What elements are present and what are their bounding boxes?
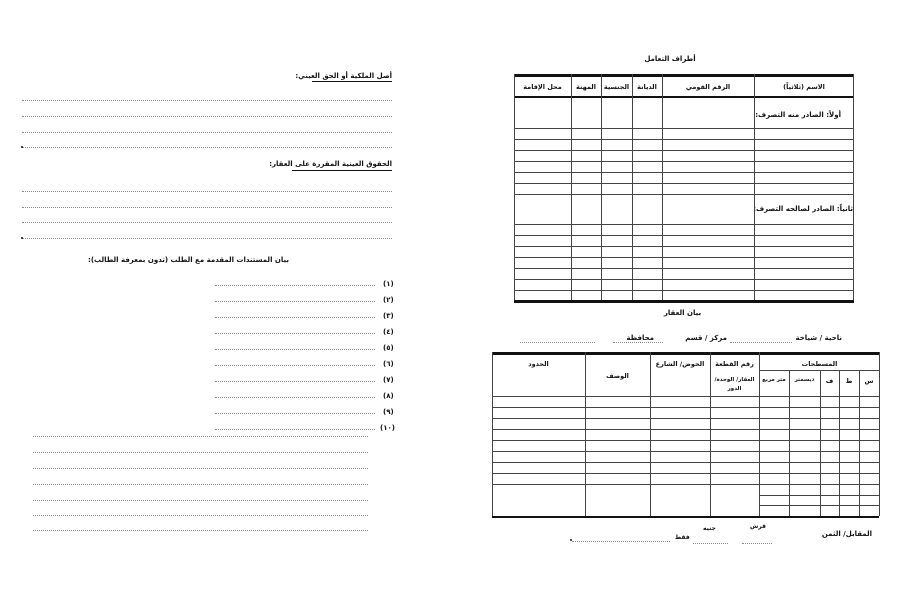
col-line (650, 352, 651, 516)
doc-number: (٩) (383, 408, 394, 416)
row-line (514, 183, 854, 184)
ownership-underline (312, 81, 392, 82)
extra-line[interactable] (33, 500, 368, 501)
piaster-label: قرش (750, 523, 766, 530)
header-areas: المسطحات (801, 360, 838, 368)
row-line (492, 451, 879, 452)
row-line (759, 495, 879, 496)
row-line (492, 418, 879, 419)
table-bottom-border (514, 300, 854, 303)
row-line (759, 505, 879, 506)
extra-line[interactable] (33, 530, 368, 531)
line-end-mark (570, 539, 572, 541)
governorate-label: محافظة (626, 334, 654, 342)
parties-title: أطراف التعامل (644, 55, 696, 63)
col-line (710, 352, 711, 516)
piaster-field[interactable] (742, 543, 772, 544)
row-line (514, 257, 854, 258)
doc-number: (٤) (383, 328, 394, 336)
rights-line-2[interactable] (22, 207, 392, 208)
doc-line-5[interactable] (215, 349, 375, 350)
doc-number: (١) (383, 280, 394, 288)
row-line (514, 139, 854, 140)
pound-label: جنيه (703, 525, 716, 532)
header-basin-street: الحوض/ الشارع (655, 360, 705, 368)
extra-line[interactable] (33, 468, 368, 469)
row-line (492, 407, 879, 408)
doc-number: (١٠) (380, 424, 395, 432)
row-line (514, 246, 854, 247)
pound-field[interactable] (693, 543, 728, 544)
price-label: المقابل/ الثمن (821, 530, 872, 538)
header-f: ف (825, 377, 834, 385)
rights-line-3[interactable] (22, 222, 392, 223)
extra-line[interactable] (33, 515, 368, 516)
row-line (492, 462, 879, 463)
header-national-id: الرقم القومي (685, 83, 731, 91)
row-line (492, 429, 879, 430)
col-line (492, 352, 493, 516)
doc-line-1[interactable] (215, 285, 375, 286)
line-end-mark (21, 146, 23, 148)
doc-number: (٣) (383, 312, 394, 320)
row-line (514, 161, 854, 162)
extra-line[interactable] (33, 452, 368, 453)
header-residence: محل الإقامة (523, 83, 562, 91)
header-name: الاسم (ثلاثياً) (783, 83, 825, 91)
ownership-line-1[interactable] (22, 100, 392, 101)
header-boundaries: الحدود (528, 360, 549, 368)
ownership-line-3[interactable] (22, 132, 392, 133)
rights-underline (292, 170, 392, 171)
doc-line-7[interactable] (215, 381, 375, 382)
only-field[interactable] (572, 541, 670, 542)
header-sqm: متر مربع (762, 377, 786, 383)
only-label: فقط (675, 534, 690, 541)
rights-title: الحقوق العينية المقررة على العقار: (269, 160, 392, 168)
ownership-line-2[interactable] (22, 116, 392, 117)
first-party-label: أولاً: الصادر منه التصرف: (755, 111, 841, 119)
property-table-top (492, 352, 879, 355)
doc-number: (٦) (383, 360, 394, 368)
header-nationality: الجنسية (603, 83, 630, 91)
second-party-label: ثانياً: الصادر لصالحه التصرف: (753, 205, 853, 213)
row-line (514, 224, 854, 225)
doc-line-3[interactable] (215, 317, 375, 318)
row-line (492, 473, 879, 474)
table-top-border (514, 74, 854, 77)
header-plot-number: رقم القطعة (715, 360, 754, 368)
doc-number: (٥) (383, 344, 394, 352)
rights-line-1[interactable] (22, 191, 392, 192)
doc-line-10[interactable] (215, 429, 375, 430)
header-description: الوصف (606, 372, 629, 380)
row-line (514, 172, 854, 173)
doc-line-2[interactable] (215, 301, 375, 302)
row-line (514, 150, 854, 151)
col-line (879, 352, 880, 516)
rights-line-4[interactable] (22, 238, 392, 239)
doc-line-6[interactable] (215, 365, 375, 366)
header-bottom-border (514, 96, 854, 98)
doc-number: (٨) (383, 392, 394, 400)
header-decimeter: ديسمتر (794, 377, 815, 383)
header-profession: المهنة (576, 83, 596, 91)
header-t: ط (845, 377, 853, 385)
property-table-bottom (492, 516, 879, 518)
header-property-unit-floor: العقار/ الوحدة/ الدور (714, 377, 755, 392)
doc-line-8[interactable] (215, 397, 375, 398)
header-s: س (864, 377, 874, 385)
doc-number: (٢) (383, 296, 394, 304)
extra-line[interactable] (33, 484, 368, 485)
col-line (585, 352, 586, 516)
row-line (492, 396, 879, 397)
doc-line-9[interactable] (215, 413, 375, 414)
extra-line[interactable] (33, 436, 368, 437)
property-title: بيان العقار (663, 309, 702, 317)
line-end-mark (21, 237, 23, 239)
district-field[interactable] (730, 342, 792, 343)
row-line (514, 268, 854, 269)
district-label: ناحية / شياخة (795, 334, 842, 342)
doc-line-4[interactable] (215, 333, 375, 334)
row-line (492, 484, 879, 485)
row-line (514, 279, 854, 280)
ownership-line-4[interactable] (22, 147, 392, 148)
row-line (492, 440, 879, 441)
center-label: مركز / قسم (685, 334, 727, 342)
documents-title: بيان المستندات المقدمة مع الطلب (تدون بمعرفة الطالب): (88, 256, 289, 264)
col-line (759, 352, 760, 516)
center-field[interactable] (613, 342, 663, 343)
row-line (514, 194, 854, 195)
areas-subheader-line (759, 370, 879, 371)
governorate-field[interactable] (520, 342, 595, 343)
ownership-title: أصل الملكية أو الحق العيني: (295, 72, 392, 80)
header-religion: الديانة (637, 83, 657, 91)
doc-number: (٧) (383, 376, 394, 384)
row-line (514, 290, 854, 291)
row-line (514, 235, 854, 236)
row-line (514, 128, 854, 129)
